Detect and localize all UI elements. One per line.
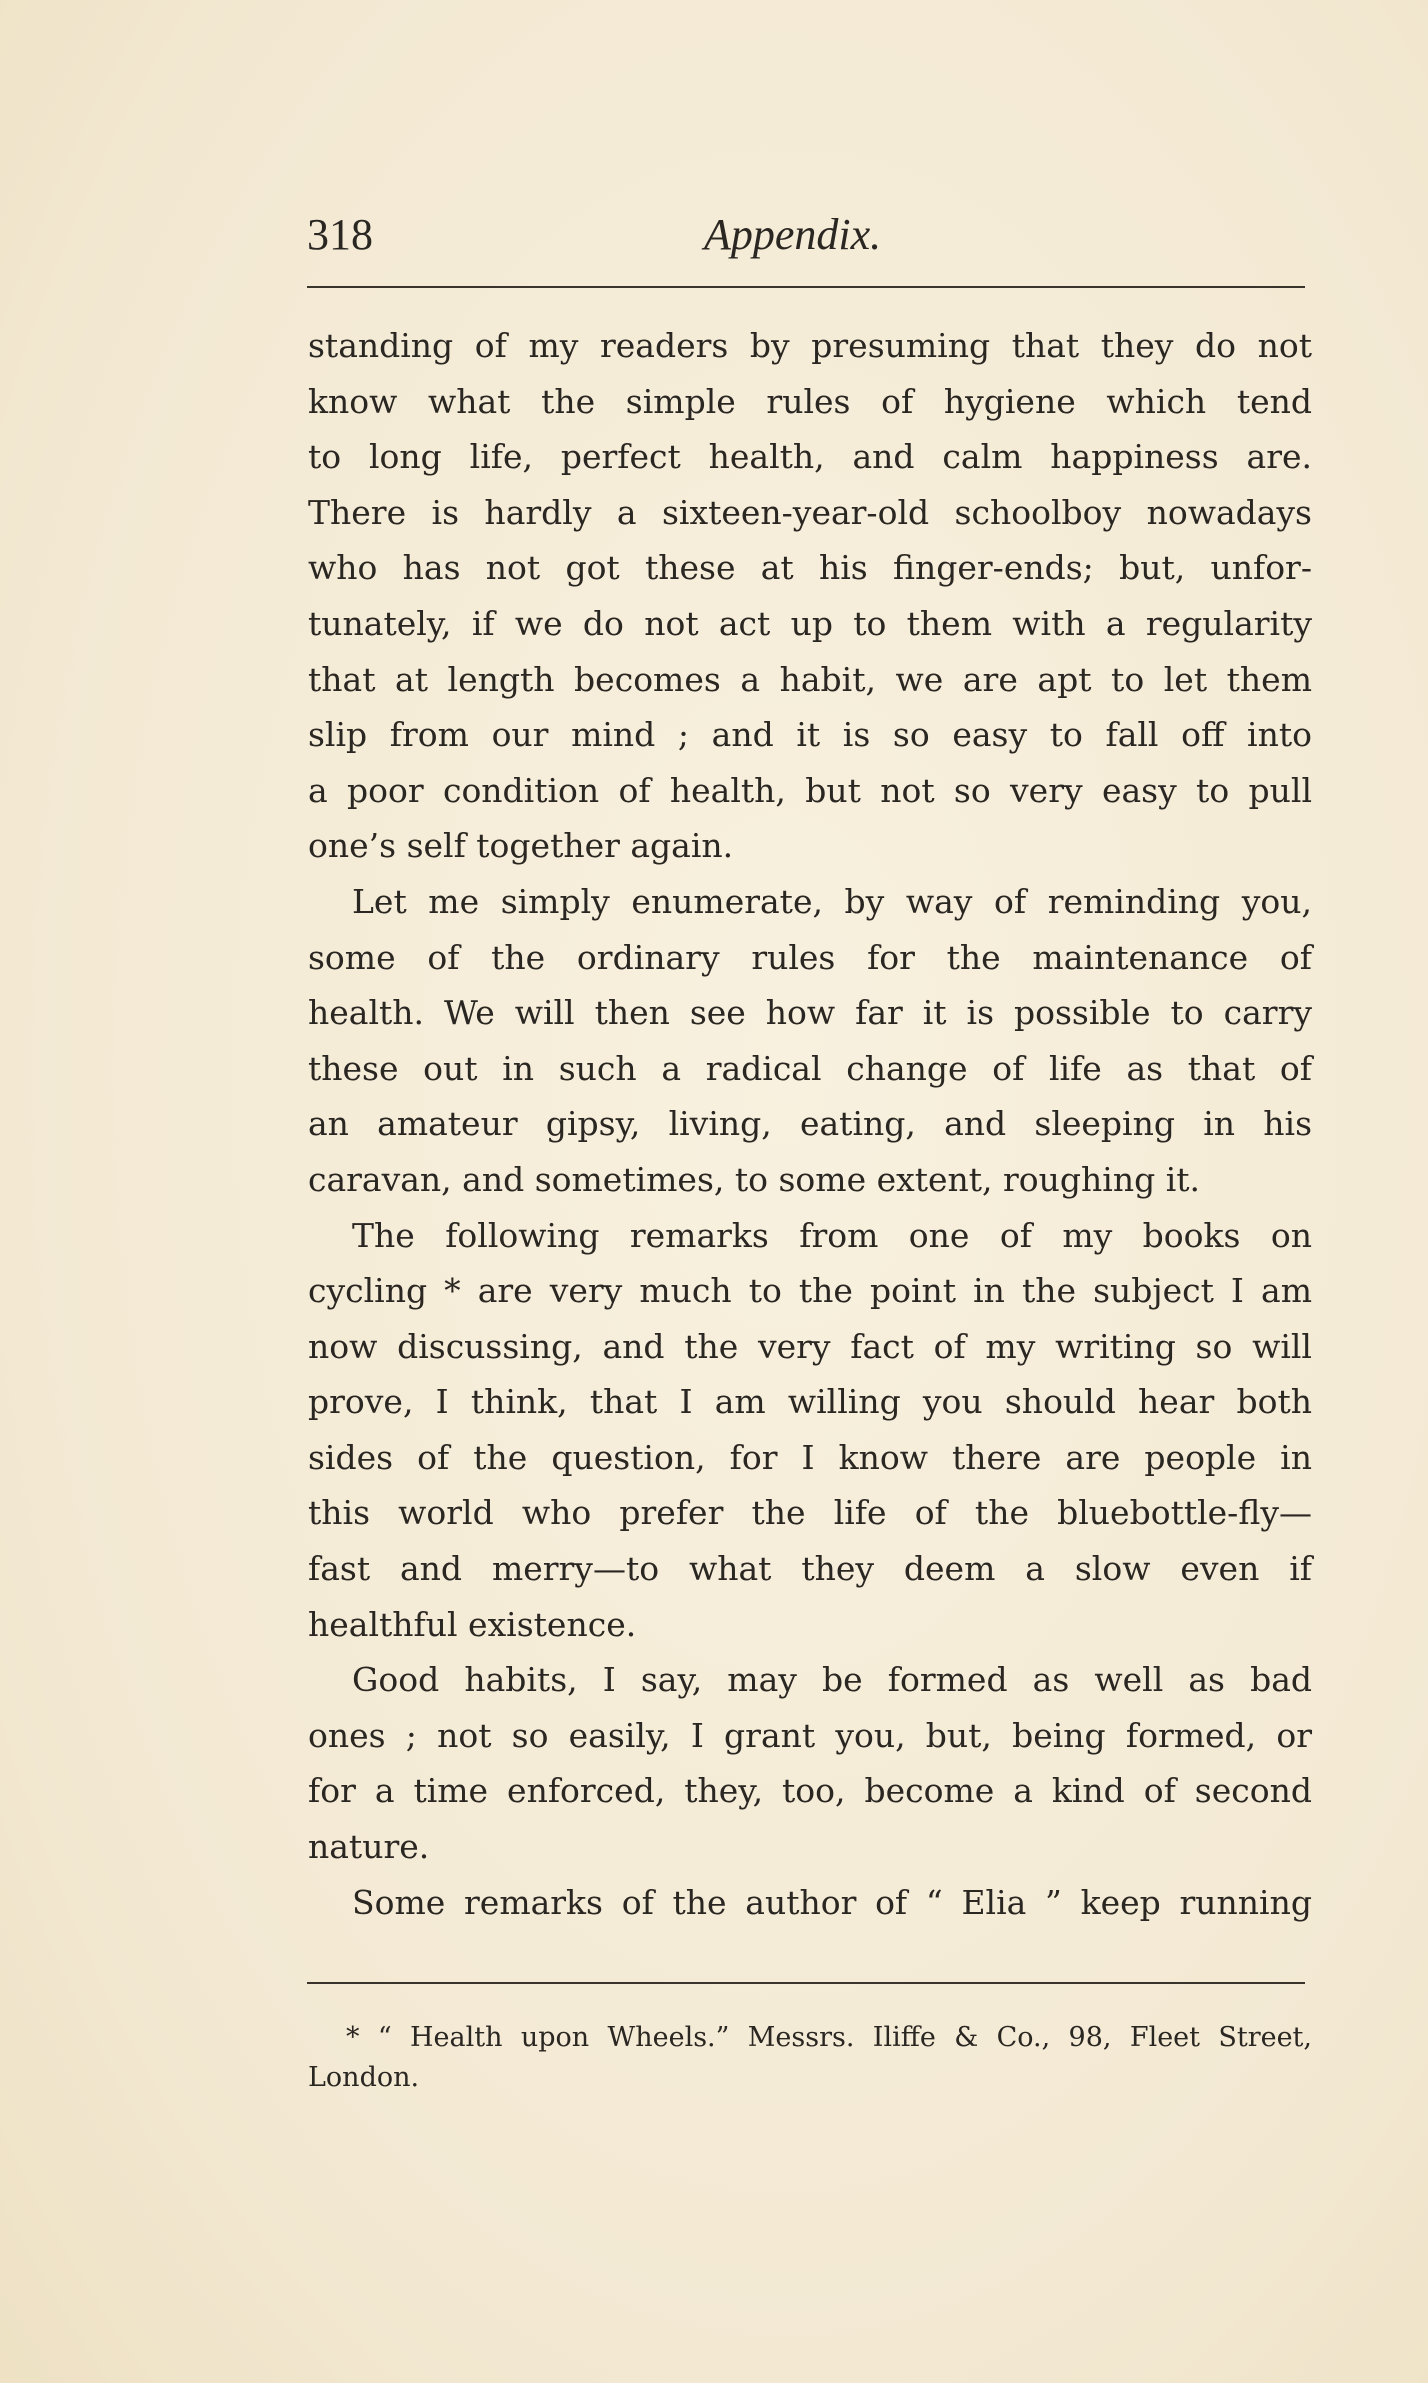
text-line: now discussing, and the very fact of my writing so will — [308, 1326, 1312, 1366]
text-line: health. We will then see how far it is possible to carry — [308, 993, 1312, 1033]
text-line: prove, I think, that I am willing you should hear both — [308, 1382, 1312, 1422]
running-title: Appendix. — [704, 210, 882, 259]
text-line: for a time enforced, they, too, become a kind of second — [308, 1771, 1312, 1811]
running-head — [307, 205, 1307, 275]
text-line: fast and merry—to what they deem a slow even if — [308, 1549, 1312, 1589]
text-line: cycling * are very much to the point in the subject I am — [308, 1271, 1312, 1311]
text-line: standing of my readers by presuming that they do not — [308, 326, 1312, 365]
text-line: Good habits, I say, may be formed as well as bad — [352, 1660, 1312, 1700]
text-line: There is hardly a sixteen-year-old schoolboy nowadays — [308, 492, 1312, 532]
text-line: tunately, if we do not act up to them with a regularity — [308, 603, 1312, 643]
text-line: The following remarks from one of my books on — [352, 1215, 1312, 1255]
text-line: who has not got these at his finger-ends; but, unfor- — [308, 548, 1312, 588]
text-line: Let me simply enumerate, by way of reminding you, — [352, 881, 1312, 921]
text-line: a poor condition of health, but not so very easy to pull — [308, 770, 1312, 810]
text-line: know what the simple rules of hygiene which tend — [308, 381, 1312, 421]
text-line: nature. — [308, 1827, 430, 1867]
text-line: caravan, and sometimes, to some extent, roughing it. — [308, 1159, 1201, 1199]
header-rule — [307, 286, 1305, 288]
body-text — [308, 318, 1312, 1930]
text-line: sides of the question, for I know there are people in — [308, 1437, 1312, 1477]
text-line: to long life, perfect health, and calm happiness are. — [308, 437, 1312, 477]
text-line: slip from our mind ; and it is so easy to fall off into — [308, 715, 1312, 755]
text-line: some of the ordinary rules for the maintenance of — [308, 937, 1312, 977]
text-line: one’s self together again. — [308, 826, 734, 866]
text-line: healthful existence. — [308, 1604, 637, 1644]
footnote-line: London. — [308, 2062, 420, 2093]
text-line: that at length becomes a habit, we are apt to let them — [308, 659, 1312, 699]
footnote-line: * “ Health upon Wheels.” Messrs. Iliffe & Co., 98, Fleet Street, — [346, 2022, 1312, 2053]
footnote-rule — [307, 1982, 1305, 1984]
text-line: these out in such a radical change of life as that of — [308, 1048, 1312, 1088]
text-line: ones ; not so easily, I grant you, but, being formed, or — [308, 1715, 1312, 1755]
footnote — [308, 2018, 1312, 2098]
text-line: Some remarks of the author of “ Elia ” keep running — [352, 1882, 1312, 1922]
text-line: this world who prefer the life of the bluebottle-fly— — [308, 1493, 1312, 1533]
text-line: an amateur gipsy, living, eating, and sleeping in his — [308, 1104, 1312, 1144]
page-number: 318 — [307, 210, 373, 259]
